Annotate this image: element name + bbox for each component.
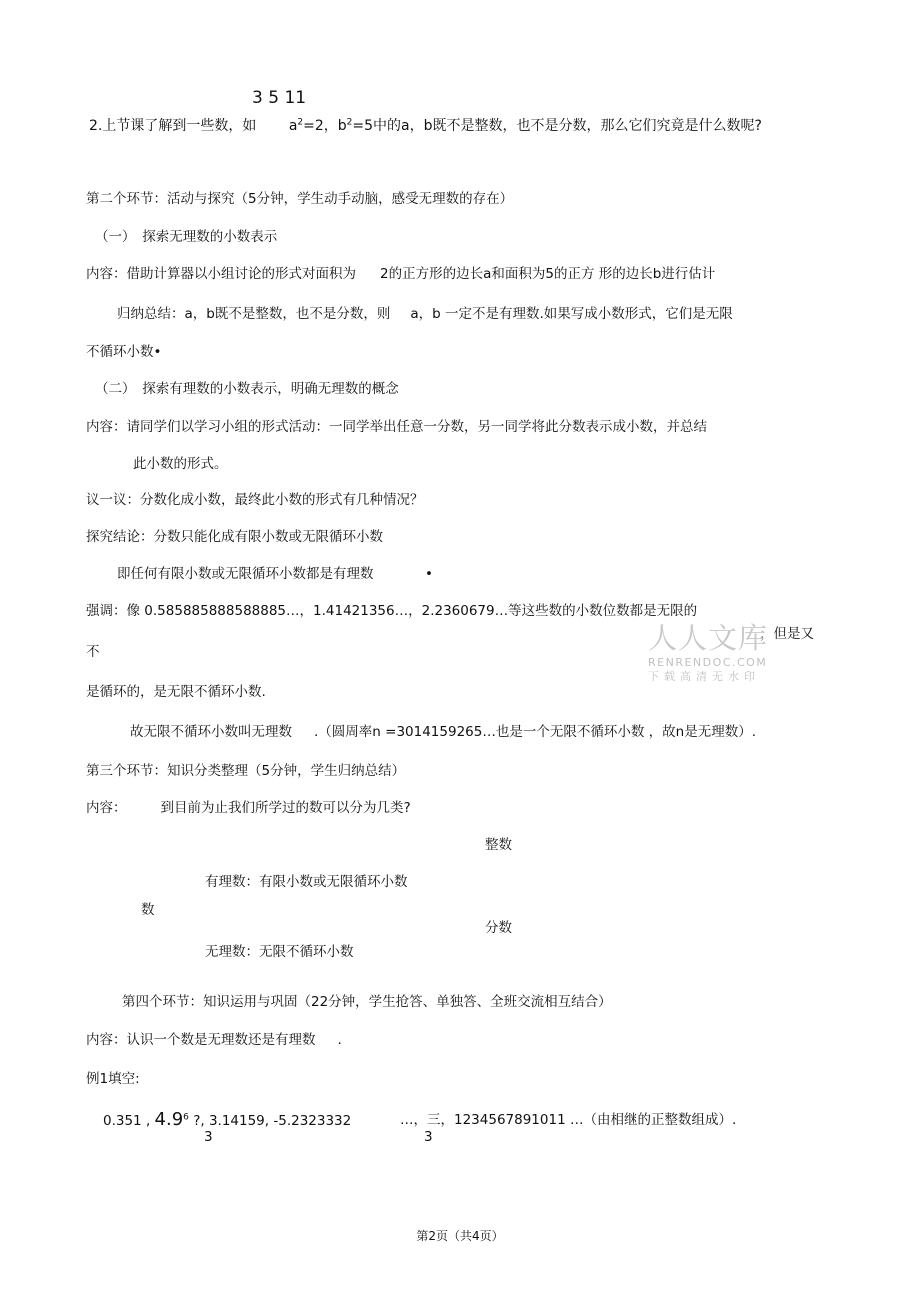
paragraph-content-2: 内容：请同学们以学习小组的形式活动：一同学举出任意一分数，另一同学将此分数表示成小数，并总结 [86,419,707,435]
paragraph-irrational-def: 故无限不循环小数叫无理数 .（圆周率n =3014159265…也是一个无限不循环小数 ，故n是无理数）. [130,724,756,740]
paragraph-intro-question: 2.上节课了解到一些数，如 $a^2=2$，$b^2=5$中的a，b既不是整数，也不是分数，那么它们究竟是什么数呢? [89,117,762,134]
bullet-dot: • [425,566,433,582]
paragraph-conclusion: 探究结论：分数只能化成有限小数或无限循环小数 [86,529,383,545]
paragraph-content-4: 内容：认识一个数是无理数还是有理数 . [86,1032,342,1048]
paragraph-summary-cont: 不循环小数• [86,344,162,360]
paragraph-content-2-cont: 此小数的形式。 [133,456,228,472]
classification-irrational: 无理数：无限不循环小数 [205,944,354,960]
page-footer: 第2页（共4页） [416,1229,504,1243]
example-1-numbers: 0.351 , $4.9^6$ ?, 3.14159, -5.2323332 [103,1109,352,1130]
paragraph-emphasis-tail: ，但是又 [760,626,814,642]
section-2-heading: 第二个环节：活动与探究（5分钟，学生动手动脑，感受无理数的存在） [86,191,514,207]
classification-number: 数 [141,902,155,918]
paragraph-emphasis-cont: 不 [86,644,100,660]
example-1-label: 例1填空: [86,1071,140,1087]
paragraph-emphasis: 强调：像 0.585885888588885…，1.41421356…，2.2360679…等这些数的小数位数都是无限的 [86,603,698,619]
watermark [648,622,773,684]
classification-integer: 整数 [485,837,512,853]
section-4-heading: 第四个环节：知识运用与巩固（22分钟，学生抢答、单独答、全班交流相互结合） [122,994,612,1010]
paragraph-emphasis-end: 是循环的，是无限不循环小数. [86,684,266,700]
paragraph-content-3: 内容： 到目前为止我们所学过的数可以分为几类? [86,800,411,816]
watermark-url: RENRENDOC.COM [648,656,768,669]
paragraph-discuss: 议一议：分数化成小数，最终此小数的形式有几种情况？ [86,492,424,508]
example-1-numbers-cont: …，三，1234567891011 …（由相继的正整数组成）. [400,1112,737,1128]
classification-fraction: 分数 [485,920,512,936]
watermark-subtitle: 下载高清无水印 [648,670,760,683]
paragraph-content-1: 内容：借助计算器以小组讨论的形式对面积为 2的正方形的边长a和面积为5的正方 形的边长b进行估计 [86,266,716,282]
denominator-2: 3 [424,1129,433,1145]
subsection-2-heading: （二） 探索有理数的小数表示，明确无理数的概念 [95,381,399,397]
paragraph-rational-def: 即任何有限小数或无限循环小数都是有理数 [117,566,374,582]
denominator-1: 3 [204,1129,213,1145]
paragraph-summary: 归纳总结：a，b既不是整数，也不是分数，则 a，b 一定不是有理数.如果写成小数形式，它们是无限 [117,306,733,322]
subsection-1-heading: （一） 探索无理数的小数表示 [95,229,278,245]
watermark-title: 人人文库 [648,621,769,655]
classification-rational: 有理数：有限小数或无限循环小数 [205,874,408,890]
section-3-heading: 第三个环节：知识分类整理（5分钟，学生归纳总结） [86,763,406,779]
numbers-line: 3 5 11 [252,88,307,108]
